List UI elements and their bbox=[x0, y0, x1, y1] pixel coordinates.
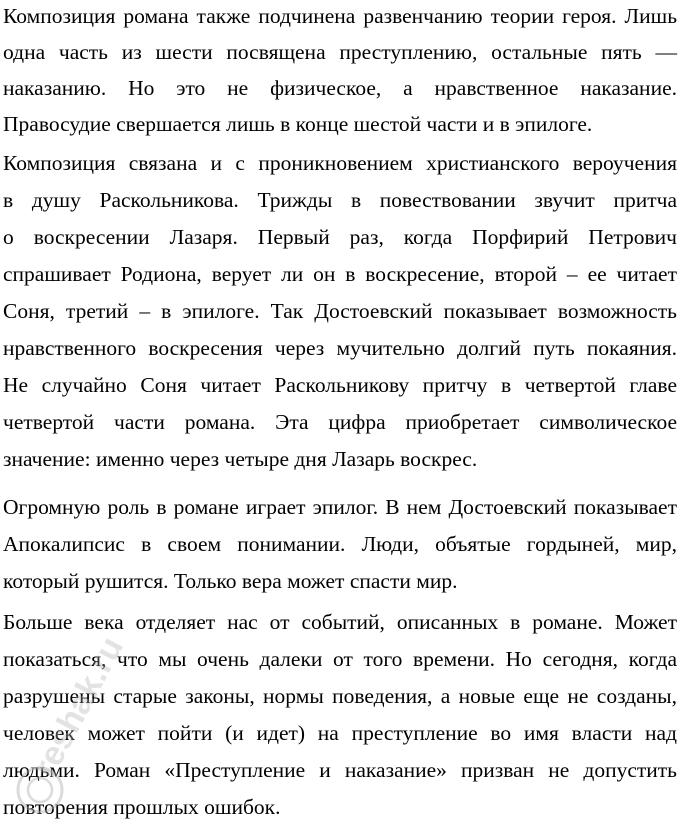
text-line: разрушены старые законы, нормы поведения, а новые еще не созданы, bbox=[3, 684, 677, 708]
watermark-text: reshak.ru bbox=[25, 630, 131, 784]
text-line: человек может пойти (и идет) на преступление во имя власти над bbox=[3, 721, 677, 745]
text-line: Огромную роль в романе играет эпилог. В нем Достоевский показывает bbox=[3, 495, 677, 519]
text-line: показаться, что мы очень далеки от того времени. Но сегодня, когда bbox=[3, 647, 677, 671]
text-line: наказанию. Но это не физическое, а нравственное наказание. bbox=[3, 76, 677, 100]
text-line: Больше века отделяет нас от событий, описанных в романе. Может bbox=[3, 610, 677, 634]
text-line: четвертой части романа. Эта цифра приобретает символическое bbox=[3, 410, 677, 434]
text-line: людьми. Роман «Преступление и наказание» призван не допустить bbox=[3, 758, 677, 782]
text-line: Не случайно Соня читает Раскольникову притчу в четвертой главе bbox=[3, 373, 677, 397]
text-line: Правосудие свершается лишь в конце шестой части и в эпилоге. bbox=[3, 112, 593, 136]
text-line: Композиция романа также подчинена развенчанию теории героя. Лишь bbox=[3, 4, 677, 28]
text-line: Соня, третий – в эпилоге. Так Достоевский показывает возможность bbox=[3, 299, 677, 323]
text-line: о воскресении Лазаря. Первый раз, когда Порфирий Петрович bbox=[3, 225, 677, 249]
text-line: в душу Раскольникова. Трижды в повествовании звучит притча bbox=[3, 188, 677, 212]
text-line: одна часть из шести посвящена преступлению, остальные пять — bbox=[3, 40, 677, 64]
text-line: спрашивает Родиона, верует ли он в воскресение, второй – ее читает bbox=[3, 262, 677, 286]
text-line: Композиция связана и с проникновением христианского вероучения bbox=[3, 151, 677, 175]
text-line: нравственного воскресения через мучительно долгий путь покаяния. bbox=[3, 336, 677, 360]
text-line: который рушится. Только вера может спасти мир. bbox=[3, 569, 458, 593]
text-line: значение: именно через четыре дня Лазарь воскрес. bbox=[3, 447, 478, 471]
text-line: повторения прошлых ошибок. bbox=[3, 795, 281, 819]
text-line: Апокалипсис в своем понимании. Люди, объятые гордыней, мир, bbox=[3, 532, 677, 556]
